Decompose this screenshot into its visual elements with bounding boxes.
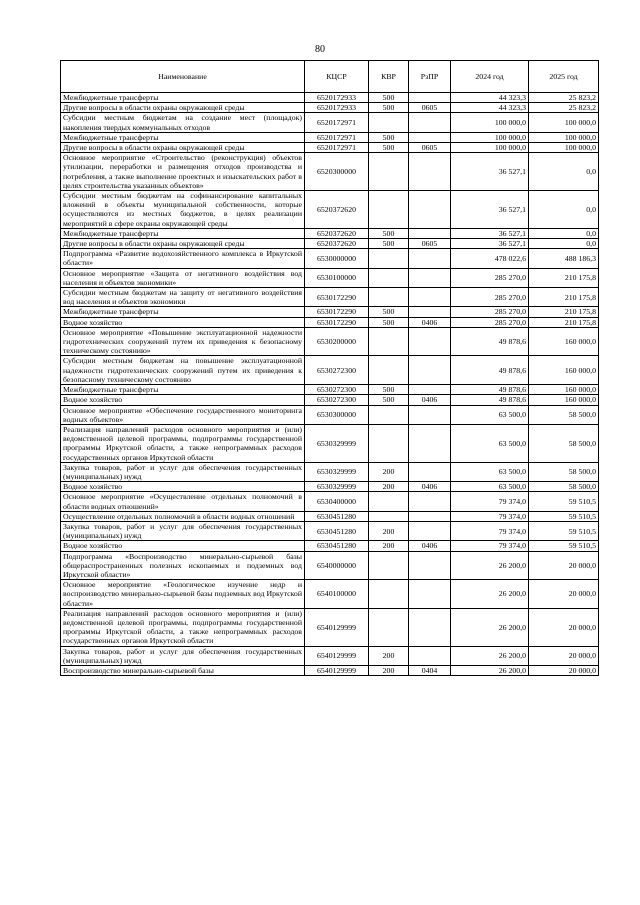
- cell-2024: 478 022,6: [451, 249, 529, 268]
- cell-rzpr: [409, 268, 451, 287]
- cell-2024: 44 323,3: [451, 103, 529, 113]
- cell-code: 6530451280: [305, 511, 369, 521]
- cell-rzpr: [409, 132, 451, 142]
- cell-2025: 210 175,8: [529, 268, 599, 287]
- cell-code: 6520300000: [305, 153, 369, 191]
- cell-kvr: 200: [369, 665, 409, 675]
- table-row: [61, 541, 599, 551]
- cell-2024: 26 200,0: [451, 580, 529, 609]
- cell-name: Субсидии местным бюджетам на софинансирование капитальных вложений в объекты муниципальной собственности, которые осуществляются из местных бюджетов, в целях реализации мероприятий в сфере охраны окружающей среды: [61, 191, 305, 229]
- cell-rzpr: [409, 191, 451, 229]
- cell-2024: 36 527,1: [451, 228, 529, 238]
- cell-name: Межбюджетные трансферты: [61, 228, 305, 238]
- cell-2025: 20 000,0: [529, 665, 599, 675]
- cell-2025: 0,0: [529, 228, 599, 238]
- table-row: [61, 191, 599, 229]
- cell-code: 6540129999: [305, 646, 369, 665]
- cell-rzpr: [409, 93, 451, 103]
- cell-code: 6530172290: [305, 288, 369, 307]
- cell-code: 6540100000: [305, 580, 369, 609]
- cell-rzpr: [409, 327, 451, 356]
- cell-code: 6530400000: [305, 492, 369, 511]
- table-row: [61, 551, 599, 580]
- cell-2025: 59 510,5: [529, 511, 599, 521]
- cell-2025: 100 000,0: [529, 143, 599, 153]
- cell-2024: 36 527,1: [451, 153, 529, 191]
- cell-2025: 100 000,0: [529, 113, 599, 132]
- cell-name: Реализация направлений расходов основного мероприятия и (или) ведомственной целевой программы, подпрограммы государственной программы Иркутской области, а также непрограммных расходов государственных органов Иркутской области: [61, 608, 305, 646]
- cell-2025: 59 510,5: [529, 541, 599, 551]
- cell-code: 6530172290: [305, 307, 369, 317]
- cell-rzpr: [409, 608, 451, 646]
- cell-code: 6540129999: [305, 608, 369, 646]
- cell-name: Закупка товаров, работ и услуг для обеспечения государственных (муниципальных) нужд: [61, 646, 305, 665]
- cell-rzpr: 0404: [409, 665, 451, 675]
- table-row: [61, 482, 599, 492]
- cell-kvr: [369, 424, 409, 462]
- table-row: [61, 405, 599, 424]
- cell-code: 6520172933: [305, 93, 369, 103]
- cell-2025: 160 000,0: [529, 356, 599, 385]
- cell-2024: 36 527,1: [451, 191, 529, 229]
- table-row: [61, 356, 599, 385]
- cell-kvr: [369, 268, 409, 287]
- table-row: [61, 132, 599, 142]
- cell-rzpr: [409, 424, 451, 462]
- table-row: [61, 288, 599, 307]
- table-row: [61, 228, 599, 238]
- cell-kvr: [369, 551, 409, 580]
- cell-rzpr: [409, 646, 451, 665]
- cell-2024: 63 500,0: [451, 405, 529, 424]
- cell-code: 6520372620: [305, 239, 369, 249]
- cell-2025: 210 175,8: [529, 307, 599, 317]
- cell-kvr: 200: [369, 521, 409, 540]
- cell-code: 6530272300: [305, 395, 369, 405]
- cell-rzpr: [409, 551, 451, 580]
- cell-2024: 100 000,0: [451, 132, 529, 142]
- cell-kvr: 200: [369, 462, 409, 481]
- cell-2024: 79 374,0: [451, 521, 529, 540]
- cell-2025: 488 186,3: [529, 249, 599, 268]
- table-row: [61, 385, 599, 395]
- cell-2024: 79 374,0: [451, 541, 529, 551]
- cell-name: Субсидии местным бюджетам на защиту от негативного воздействия вод населения и объектов экономики: [61, 288, 305, 307]
- cell-2024: 49 878,6: [451, 356, 529, 385]
- cell-kvr: [369, 580, 409, 609]
- cell-rzpr: [409, 356, 451, 385]
- cell-code: 6530272300: [305, 356, 369, 385]
- cell-name: Подпрограмма «Развитие водохозяйственного комплекса в Иркутской области»: [61, 249, 305, 268]
- cell-rzpr: [409, 462, 451, 481]
- cell-rzpr: [409, 492, 451, 511]
- cell-2024: 26 200,0: [451, 551, 529, 580]
- cell-name: Основное мероприятие «Строительство (реконструкция) объектов утилизации, переработки и размещения отходов производства и потребления, а также выполнение проектных и изыскательских работ в целях строительства указанных объектов»: [61, 153, 305, 191]
- cell-name: Основное мероприятие «Обеспечение государственного мониторинга водных объектов»: [61, 405, 305, 424]
- cell-2024: 79 374,0: [451, 492, 529, 511]
- table-row: [61, 462, 599, 481]
- table-row: [61, 665, 599, 675]
- cell-2024: 49 878,6: [451, 385, 529, 395]
- cell-2024: 79 374,0: [451, 511, 529, 521]
- cell-2025: 210 175,8: [529, 317, 599, 327]
- cell-2025: 58 500,0: [529, 405, 599, 424]
- header-rzpr: РзПР: [409, 61, 451, 93]
- cell-name: Закупка товаров, работ и услуг для обеспечения государственных (муниципальных) нужд: [61, 462, 305, 481]
- cell-kvr: 200: [369, 646, 409, 665]
- cell-name: Основное мероприятие «Защита от негативного воздействия вод населения и объектов экономики»: [61, 268, 305, 287]
- table-row: [61, 307, 599, 317]
- cell-code: 6520172933: [305, 103, 369, 113]
- cell-name: Другие вопросы в области охраны окружающей среды: [61, 143, 305, 153]
- cell-rzpr: [409, 228, 451, 238]
- header-2025: 2025 год: [529, 61, 599, 93]
- cell-2025: 59 510,5: [529, 492, 599, 511]
- cell-rzpr: [409, 288, 451, 307]
- header-2024: 2024 год: [451, 61, 529, 93]
- cell-kvr: 200: [369, 482, 409, 492]
- cell-name: Реализация направлений расходов основного мероприятия и (или) ведомственной целевой программы, подпрограммы государственной программы Иркутской области, а также непрограммных расходов государственных органов Иркутской области: [61, 424, 305, 462]
- cell-code: 6530451280: [305, 521, 369, 540]
- cell-2025: 58 500,0: [529, 462, 599, 481]
- cell-kvr: [369, 249, 409, 268]
- table-row: [61, 93, 599, 103]
- cell-rzpr: [409, 521, 451, 540]
- cell-rzpr: [409, 153, 451, 191]
- cell-2025: 59 510,5: [529, 521, 599, 540]
- cell-2024: 285 270,0: [451, 288, 529, 307]
- cell-2025: 100 000,0: [529, 132, 599, 142]
- cell-2025: 0,0: [529, 239, 599, 249]
- table-row: [61, 521, 599, 540]
- cell-2025: 0,0: [529, 191, 599, 229]
- cell-name: Основное мероприятие «Геологическое изучение недр и воспроизводство минерально-сырьевой базы подземных вод Иркутской области»: [61, 580, 305, 609]
- cell-name: Водное хозяйство: [61, 541, 305, 551]
- cell-2024: 26 200,0: [451, 608, 529, 646]
- cell-2024: 49 878,6: [451, 327, 529, 356]
- cell-kvr: [369, 327, 409, 356]
- cell-name: Межбюджетные трансферты: [61, 385, 305, 395]
- cell-name: Подпрограмма «Воспроизводство минерально-сырьевой базы общераспространенных полезных ископаемых и подземных вод Иркутской области»: [61, 551, 305, 580]
- cell-2025: 20 000,0: [529, 646, 599, 665]
- cell-code: 6540000000: [305, 551, 369, 580]
- cell-rzpr: 0406: [409, 395, 451, 405]
- cell-code: 6530300000: [305, 405, 369, 424]
- cell-kvr: 500: [369, 317, 409, 327]
- cell-kvr: [369, 608, 409, 646]
- cell-2025: 0,0: [529, 153, 599, 191]
- table-row: [61, 511, 599, 521]
- cell-rzpr: [409, 385, 451, 395]
- cell-name: Другие вопросы в области охраны окружающей среды: [61, 239, 305, 249]
- cell-2024: 49 878,6: [451, 395, 529, 405]
- table-row: [61, 143, 599, 153]
- cell-name: Осуществление отдельных полномочий в области водных отношений: [61, 511, 305, 521]
- cell-code: 6520172971: [305, 143, 369, 153]
- cell-name: Закупка товаров, работ и услуг для обеспечения государственных (муниципальных) нужд: [61, 521, 305, 540]
- cell-kvr: 500: [369, 239, 409, 249]
- cell-2025: 210 175,8: [529, 288, 599, 307]
- cell-kvr: [369, 511, 409, 521]
- cell-kvr: [369, 113, 409, 132]
- table-row: [61, 153, 599, 191]
- cell-2025: 25 823,2: [529, 103, 599, 113]
- cell-kvr: [369, 153, 409, 191]
- table-row: [61, 424, 599, 462]
- table-row: [61, 580, 599, 609]
- cell-rzpr: 0406: [409, 482, 451, 492]
- cell-2024: 100 000,0: [451, 143, 529, 153]
- cell-kvr: [369, 356, 409, 385]
- cell-rzpr: 0406: [409, 541, 451, 551]
- cell-code: 6530272300: [305, 385, 369, 395]
- table-header-row: [61, 61, 599, 93]
- cell-rzpr: [409, 405, 451, 424]
- cell-rzpr: 0406: [409, 317, 451, 327]
- cell-2024: 63 500,0: [451, 482, 529, 492]
- budget-table: [60, 60, 599, 676]
- table-row: [61, 395, 599, 405]
- cell-rzpr: [409, 249, 451, 268]
- table-row: [61, 608, 599, 646]
- cell-2025: 160 000,0: [529, 395, 599, 405]
- cell-kvr: 500: [369, 228, 409, 238]
- cell-kvr: 500: [369, 93, 409, 103]
- table-row: [61, 492, 599, 511]
- cell-name: Водное хозяйство: [61, 317, 305, 327]
- cell-name: Водное хозяйство: [61, 395, 305, 405]
- cell-code: 6520372620: [305, 191, 369, 229]
- table-row: [61, 103, 599, 113]
- cell-2024: 285 270,0: [451, 268, 529, 287]
- cell-2024: 285 270,0: [451, 317, 529, 327]
- cell-2025: 58 500,0: [529, 482, 599, 492]
- cell-name: Основное мероприятие «Повышение эксплуатационной надежности гидротехнических сооружений путем их приведения к безопасному техническому состоянию»: [61, 327, 305, 356]
- cell-name: Водное хозяйство: [61, 482, 305, 492]
- cell-kvr: 500: [369, 143, 409, 153]
- table-row: [61, 646, 599, 665]
- table-body: [61, 93, 599, 676]
- cell-kvr: [369, 191, 409, 229]
- cell-name: Основное мероприятие «Осуществление отдельных полномочий в области водных отношений»: [61, 492, 305, 511]
- cell-2024: 63 500,0: [451, 424, 529, 462]
- table-row: [61, 239, 599, 249]
- cell-rzpr: 0605: [409, 103, 451, 113]
- cell-name: Межбюджетные трансферты: [61, 93, 305, 103]
- table-row: [61, 113, 599, 132]
- cell-kvr: 500: [369, 103, 409, 113]
- cell-code: 6530329999: [305, 462, 369, 481]
- cell-name: Межбюджетные трансферты: [61, 307, 305, 317]
- cell-code: 6530172290: [305, 317, 369, 327]
- page-number: 80: [315, 44, 325, 55]
- table-row: [61, 249, 599, 268]
- cell-kvr: [369, 405, 409, 424]
- cell-name: Другие вопросы в области охраны окружающей среды: [61, 103, 305, 113]
- cell-2025: 160 000,0: [529, 385, 599, 395]
- cell-2024: 44 323,3: [451, 93, 529, 103]
- table-row: [61, 327, 599, 356]
- cell-rzpr: [409, 511, 451, 521]
- cell-2024: 36 527,1: [451, 239, 529, 249]
- cell-rzpr: 0605: [409, 143, 451, 153]
- cell-code: 6530329999: [305, 424, 369, 462]
- cell-code: 6530451280: [305, 541, 369, 551]
- cell-code: 6530000000: [305, 249, 369, 268]
- cell-2025: 58 500,0: [529, 424, 599, 462]
- cell-name: Субсидии местным бюджетам на повышение эксплуатационной надежности гидротехнических сооружений путем их приведения к безопасному техническому состоянию: [61, 356, 305, 385]
- cell-kvr: 500: [369, 385, 409, 395]
- cell-2024: 26 200,0: [451, 665, 529, 675]
- table-row: [61, 268, 599, 287]
- cell-2025: 20 000,0: [529, 580, 599, 609]
- cell-code: 6530329999: [305, 482, 369, 492]
- cell-kvr: 500: [369, 395, 409, 405]
- header-code: КЦСР: [305, 61, 369, 93]
- header-name: Наименование: [61, 61, 305, 93]
- cell-name: Воспроизводство минерально-сырьевой базы: [61, 665, 305, 675]
- cell-2025: 20 000,0: [529, 551, 599, 580]
- cell-rzpr: 0605: [409, 239, 451, 249]
- cell-2024: 63 500,0: [451, 462, 529, 481]
- cell-code: 6520172971: [305, 132, 369, 142]
- table-row: [61, 317, 599, 327]
- cell-kvr: 500: [369, 132, 409, 142]
- cell-2024: 100 000,0: [451, 113, 529, 132]
- cell-kvr: [369, 492, 409, 511]
- cell-code: 6530200000: [305, 327, 369, 356]
- cell-2025: 160 000,0: [529, 327, 599, 356]
- cell-2025: 20 000,0: [529, 608, 599, 646]
- cell-2024: 285 270,0: [451, 307, 529, 317]
- header-kvr: КВР: [369, 61, 409, 93]
- cell-rzpr: [409, 113, 451, 132]
- cell-rzpr: [409, 580, 451, 609]
- cell-name: Субсидии местным бюджетам на создание мест (площадок) накопления твердых коммунальных отходов: [61, 113, 305, 132]
- cell-name: Межбюджетные трансферты: [61, 132, 305, 142]
- cell-code: 6540129999: [305, 665, 369, 675]
- cell-kvr: [369, 288, 409, 307]
- cell-code: 6530100000: [305, 268, 369, 287]
- cell-kvr: 500: [369, 307, 409, 317]
- cell-2025: 25 823,2: [529, 93, 599, 103]
- cell-code: 6520372620: [305, 228, 369, 238]
- cell-2024: 26 200,0: [451, 646, 529, 665]
- cell-code: 6520172971: [305, 113, 369, 132]
- cell-kvr: 200: [369, 541, 409, 551]
- cell-rzpr: [409, 307, 451, 317]
